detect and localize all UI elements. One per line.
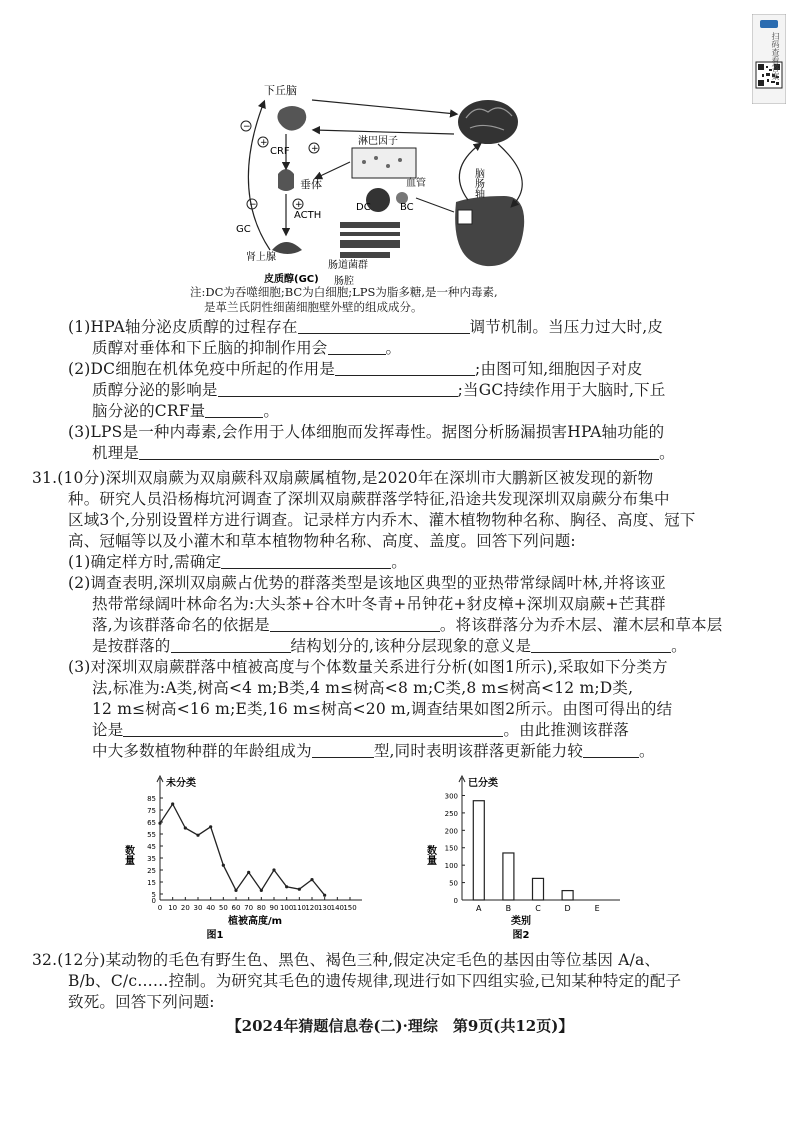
y-tick-label: 250 <box>444 809 458 818</box>
q30-part2-line1: (2)DC细胞在机体免疫中所起的作用是 ;由图可知,细胞因子对皮 <box>68 360 643 378</box>
x-tick-label: 80 <box>256 904 266 912</box>
q31-stem-line1: 31.(10分)深圳双扇蕨为双扇蕨科双扇蕨属植物,是2020年在深圳市大鹏新区被发现的新物 <box>32 469 654 487</box>
lymph-factor-label: 淋巴因子 <box>358 136 398 147</box>
category-label: C <box>535 904 541 913</box>
answer-blank[interactable] <box>312 741 374 758</box>
cortisol-label: 皮质醇(GC) <box>264 274 319 285</box>
y-tick-label: 100 <box>444 862 458 871</box>
chart-title: 已分类 <box>468 778 498 789</box>
y-axis-label: 数量 <box>122 845 134 865</box>
blood-vessel-label: 血管 <box>406 178 426 189</box>
x-tick-label: 0 <box>157 904 163 912</box>
answer-blank[interactable] <box>139 443 659 460</box>
brain-shape <box>458 100 518 144</box>
bar-B <box>503 853 514 900</box>
answer-blank[interactable] <box>335 359 475 376</box>
x-axis-label: 植被高度/m <box>227 916 283 927</box>
q30-part1-line1: (1)HPA轴分泌皮质醇的过程存在 调节机制。当压力过大时,皮 <box>68 318 664 336</box>
y-axis-label: 数量 <box>424 845 436 865</box>
q31-part3-line4: 论是 。由此推测该群落 <box>92 721 630 739</box>
answer-blank[interactable] <box>298 317 470 334</box>
x-tick-label: 50 <box>218 904 228 912</box>
q30-part2-line2: 质醇分泌的影响是 ;当GC持续作用于大脑时,下丘 <box>92 381 666 399</box>
q31-stem-line2: 种。研究人员沿杨梅坑河调查了深圳双扇蕨群落学特征,沿途共发现深圳双扇蕨分布集中 <box>68 490 670 508</box>
y-tick-label: 300 <box>444 792 458 801</box>
x-tick-label: 30 <box>193 904 203 912</box>
hypothalamus-label: 下丘脑 <box>264 84 297 97</box>
bar-D <box>562 891 573 900</box>
q31-stem-line3: 区域3个,分别设置样方进行调查。记录样方内乔木、灌木植物物种名称、胸径、高度、冠下 <box>68 511 696 529</box>
figure-note-1: 注:DC为吞噬细胞;BC为白细胞;LPS为脂多糖,是一种内毒素, <box>190 285 498 299</box>
x-tick-label: 120 <box>305 904 319 912</box>
y-tick-label: 45 <box>147 843 156 851</box>
q30-part3-line2: 机理是 。 <box>92 444 675 462</box>
data-point <box>247 871 250 874</box>
x-tick-label: 20 <box>180 904 190 912</box>
data-point <box>323 894 326 897</box>
pituitary-shape <box>278 169 294 191</box>
bar-A <box>473 801 484 900</box>
answer-blank[interactable] <box>205 401 263 418</box>
category-label: E <box>594 904 600 913</box>
hpa-axis-diagram <box>230 82 550 287</box>
answer-blank[interactable] <box>270 615 440 632</box>
q31-part3-line5: 中大多数植物种群的年龄组成为 型,同时表明该群落更新能力较 。 <box>92 742 655 760</box>
gc-label: GC <box>236 224 251 235</box>
y-tick-label: 0 <box>453 897 458 905</box>
bc-label: BC <box>400 202 414 213</box>
answer-blank[interactable] <box>328 338 386 355</box>
q32-stem-line1: 32.(12分)某动物的毛色有野生色、黑色、褐色三种,假定决定毛色的基因由等位基因 A/a、 <box>32 951 661 969</box>
x-axis-label: 类别 <box>511 916 531 927</box>
x-tick-label: 140 <box>330 904 345 912</box>
data-point <box>209 825 212 828</box>
data-point <box>260 889 263 892</box>
figure-caption: 图1 <box>206 930 224 941</box>
data-point <box>234 889 237 892</box>
q31-part2-line1: (2)调查表明,深圳双扇蕨占优势的群落类型是该地区典型的亚热带常绿阔叶林,并将该亚 <box>68 574 667 592</box>
intestine-shape <box>455 196 524 266</box>
q31-part1: (1)确定样方时,需确定 。 <box>68 553 407 571</box>
category-label: B <box>505 904 512 913</box>
y-tick-label: 150 <box>444 844 458 853</box>
x-tick-label: 10 <box>168 904 178 912</box>
q31-part3-line1: (3)对深圳双扇蕨群落中植被高度与个体数量关系进行分析(如图1所示),采取如下分类方 <box>68 658 668 676</box>
data-series-line <box>160 804 325 895</box>
adrenal-label: 肾上腺 <box>246 252 276 263</box>
minus-sign: − <box>243 122 251 132</box>
plus-sign: + <box>295 200 303 210</box>
data-point <box>171 802 174 805</box>
plus-sign: + <box>311 144 319 154</box>
figure1-line-chart <box>120 770 390 950</box>
qr-code-badge[interactable] <box>752 14 786 104</box>
data-point <box>272 868 275 871</box>
q30-part1-line2: 质醇对垂体和下丘脑的抑制作用会 。 <box>92 339 402 357</box>
y-tick-label: 50 <box>449 879 458 888</box>
data-point <box>222 864 225 867</box>
y-tick-label: 75 <box>147 807 156 815</box>
q32-stem-line3: 致死。回答下列问题: <box>68 993 215 1011</box>
data-point <box>310 878 313 881</box>
y-tick-label: 85 <box>147 795 156 803</box>
answer-blank[interactable] <box>531 636 671 653</box>
x-tick-label: 110 <box>292 904 307 912</box>
q31-part2-line2: 热带常绿阔叶林命名为:大头茶+谷木叶冬青+吊钟花+豺皮樟+深圳双扇蕨+芒萁群 <box>92 595 666 613</box>
figure2-bar-chart <box>420 770 640 950</box>
dc-label: DC <box>356 202 371 213</box>
y-tick-label: 0 <box>151 897 156 905</box>
answer-blank[interactable] <box>583 741 639 758</box>
data-point <box>285 885 288 888</box>
y-tick-label: 200 <box>444 827 458 836</box>
y-tick-label: 15 <box>147 879 156 887</box>
category-label: A <box>476 904 482 913</box>
x-tick-label: 40 <box>206 904 216 912</box>
data-point <box>184 826 187 829</box>
gut-flora-label: 肠道菌群 <box>328 260 368 271</box>
chart-title: 未分类 <box>166 778 196 789</box>
crf-label: CRF <box>270 146 290 157</box>
data-point <box>298 888 301 891</box>
adrenal-shape <box>272 242 302 254</box>
hypothalamus-shape <box>277 106 306 131</box>
y-tick-label: 5 <box>151 891 156 899</box>
gut-brain-axis-label: 脑肠轴 <box>472 168 484 198</box>
y-tick-label: 55 <box>147 831 156 839</box>
y-tick-label: 25 <box>147 867 156 875</box>
pituitary-label: 垂体 <box>300 178 322 191</box>
page-footer: 【2024年猜题信息卷(二)·理综 第9页(共12页)】 <box>226 1017 574 1035</box>
q30-part3-line1: (3)LPS是一种内毒素,会作用于人体细胞而发挥毒性。据图分析肠漏损害HPA轴功能的 <box>68 423 665 441</box>
x-tick-label: 90 <box>269 904 279 912</box>
answer-blank[interactable] <box>171 636 291 653</box>
data-point <box>196 834 199 837</box>
x-tick-label: 60 <box>231 904 241 912</box>
qr-code-label: 扫码查看答案 <box>771 32 780 80</box>
bar-C <box>533 878 544 900</box>
q31-part3-line3: 12 m≤树高<16 m;E类,16 m≤树高<20 m,调查结果如图2所示。由图可得出的结 <box>92 700 673 718</box>
x-tick-label: 150 <box>343 904 357 912</box>
y-tick-label: 65 <box>147 819 156 827</box>
answer-blank[interactable] <box>221 552 391 569</box>
y-tick-label: 35 <box>147 855 156 863</box>
q31-part2-line4: 是按群落的 结构划分的,该种分层现象的意义是 。 <box>92 637 687 655</box>
plus-sign: + <box>260 138 268 148</box>
minus-sign: − <box>249 200 257 210</box>
x-tick-label: 70 <box>244 904 254 912</box>
category-label: D <box>564 904 571 913</box>
x-tick-label: 130 <box>317 904 332 912</box>
q30-part2-line3: 脑分泌的CRF量 。 <box>92 402 280 420</box>
lymph-factor-box <box>352 148 416 178</box>
answer-blank[interactable] <box>218 380 458 397</box>
data-point <box>158 822 161 825</box>
answer-blank[interactable] <box>123 720 503 737</box>
gut-flora-pattern <box>340 222 400 258</box>
x-tick-label: 100 <box>279 904 294 912</box>
q31-part3-line2: 法,标准为:A类,树高<4 m;B类,4 m≤树高<8 m;C类,8 m≤树高<12 m;D类, <box>92 679 634 697</box>
q31-stem-line4: 高、冠幅等以及小灌木和草本植物物种名称、高度、盖度。回答下列问题: <box>68 532 576 550</box>
figure-caption: 图2 <box>512 930 530 941</box>
figure-note-2: 是革兰氏阴性细菌细胞壁外壁的组成成分。 <box>204 300 423 314</box>
q32-stem-line2: B/b、C/c……控制。为研究其毛色的遗传规律,现进行如下四组实验,已知某种特定的配子 <box>68 972 682 990</box>
gut-lumen-label: 肠腔 <box>334 276 354 287</box>
q31-part2-line3: 落,为该群落命名的依据是 。将该群落分为乔木层、灌木层和草本层 <box>92 616 723 634</box>
acth-label: ACTH <box>294 210 322 221</box>
